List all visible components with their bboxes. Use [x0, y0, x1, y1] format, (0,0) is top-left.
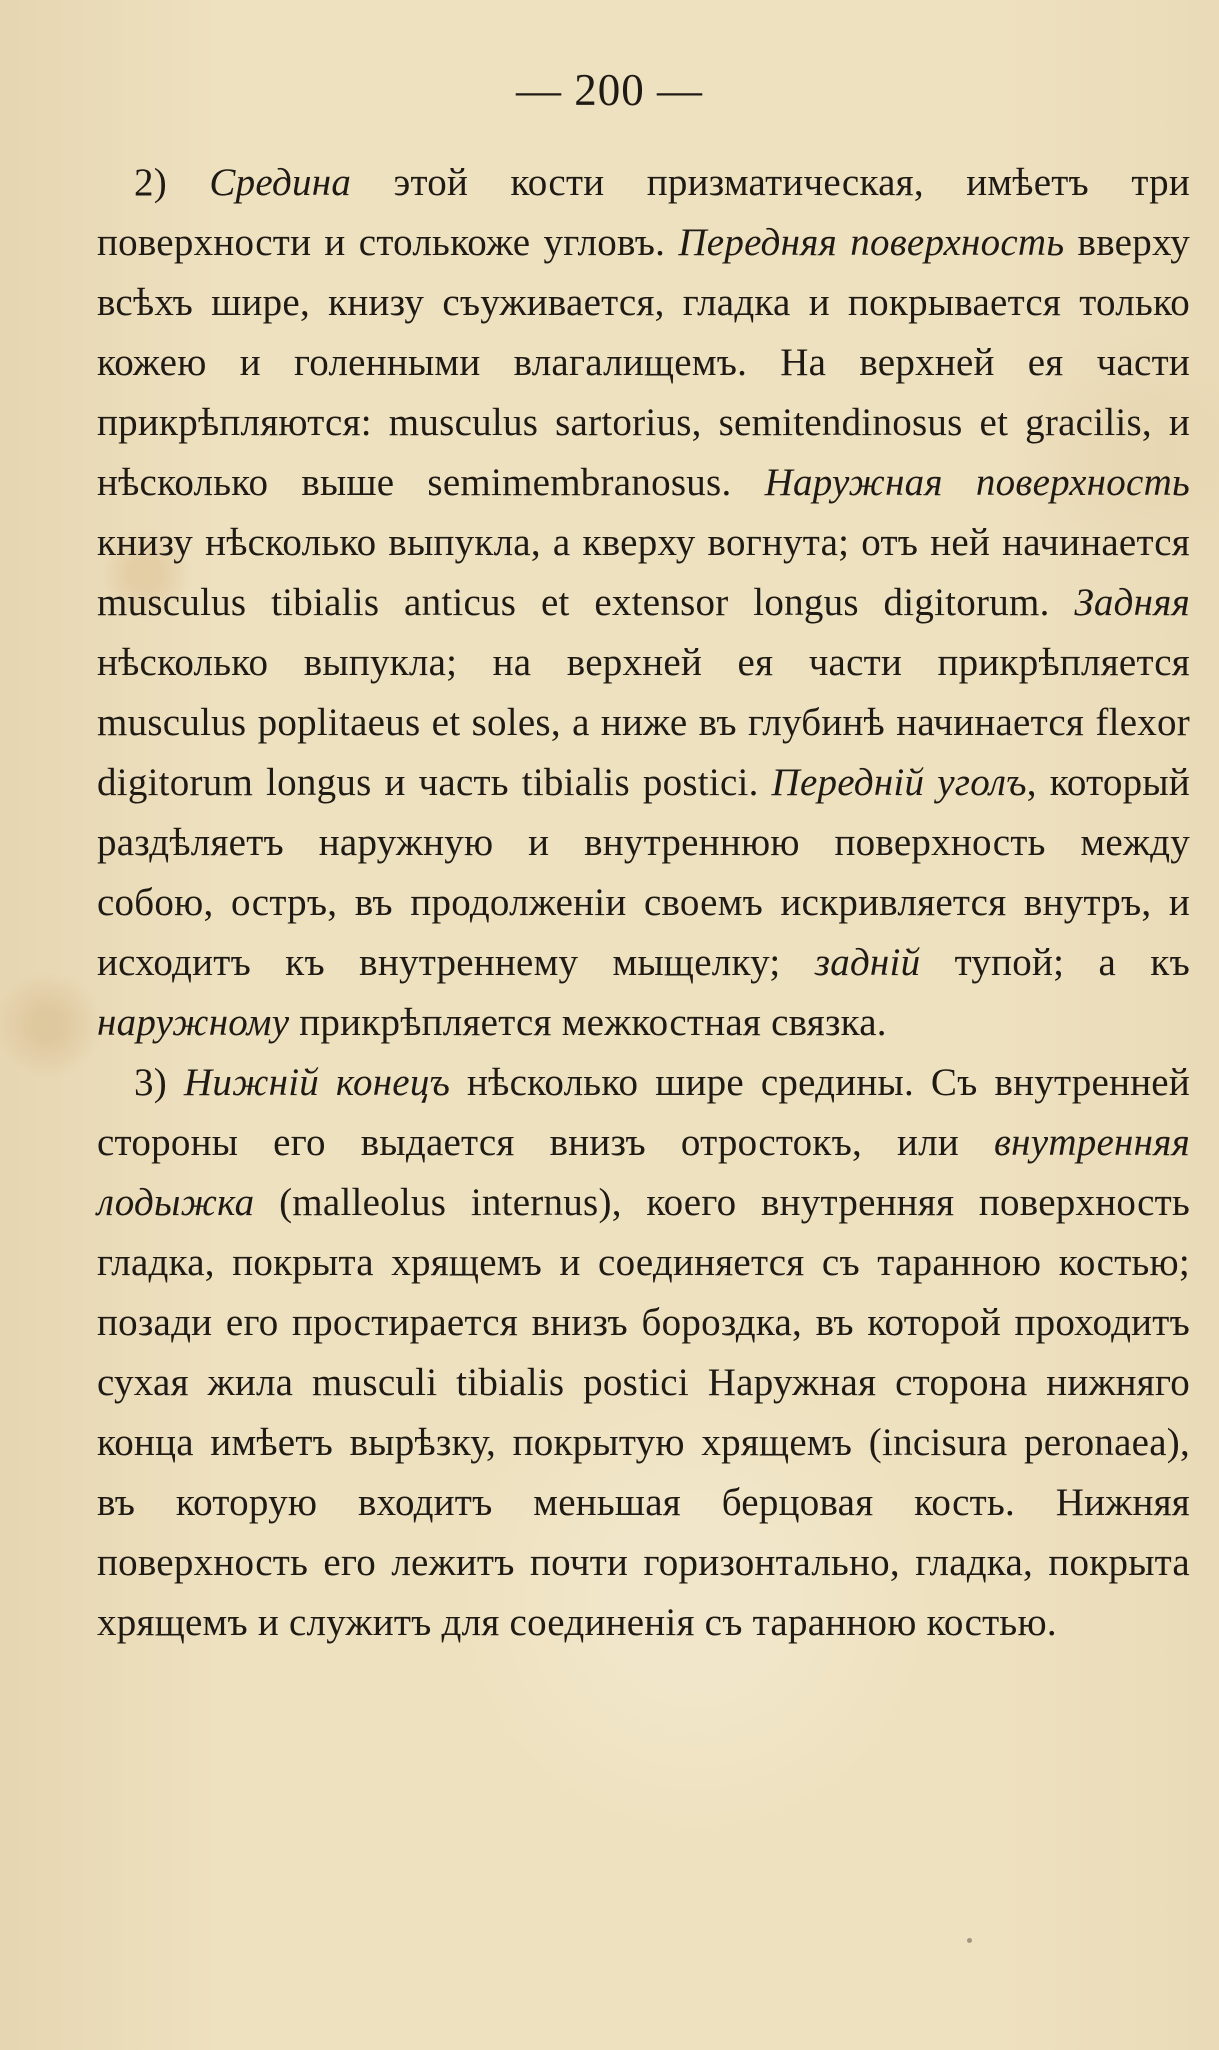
paragraph-3-part-4: внутренняя лодыжка [97, 1121, 1190, 1224]
paragraph-2-part-14: наружному [97, 1001, 290, 1044]
page-number: — 200 — [516, 65, 703, 115]
paragraph-2 [97, 153, 1190, 1053]
paragraph-2-part-10: Передній уголъ [771, 761, 1027, 804]
paragraph-3 [97, 1053, 1190, 1653]
paragraph-2-part-9: нѣсколько выпукла; на верхней ея части прикрѣпляется musculus poplitaeus et soles, а ниже въ глубинѣ начинается flexor digitorum longus и часть tibialis postici. [97, 641, 1190, 804]
paragraph-3-part-3: нѣсколько шире средины. Съ внутренней стороны его выдается внизъ отростокъ, или [97, 1061, 1190, 1164]
paragraph-2-part-11: , который раздѣляетъ наружную и внутреннюю поверхность между собою, остръ, въ продолженіи своемъ искривляется внутръ, и исходитъ къ внутреннему мыщелку; [97, 761, 1191, 984]
paragraph-3-part-5: (malleolus internus), коего внутренняя поверхность гладка, покрыта хрящемъ и соединяется съ таранною костью; позади его простирается внизъ бороздка, въ которой проходитъ сухая жила musculi tibialis postici Наружная сторона нижняго конца имѣетъ вырѣзку, покрытую хрящемъ (incisura peronaea), въ которую входитъ меньшая берцовая кость. Нижняя поверхность его лежитъ почти горизонтально, гладка, покрыта хрящемъ и служитъ для соединенія съ таранною костью. [97, 1181, 1190, 1644]
body-text [97, 153, 1190, 1653]
paragraph-2-part-1: 2) [134, 161, 210, 204]
paragraph-2-part-15: прикрѣпляется межкостная связка. [289, 1001, 887, 1044]
paragraph-2-part-7: книзу нѣсколько выпукла, а кверху вогнута; отъ ней начинается musculus tibialis anticus et extensor longus digitorum. [97, 521, 1190, 624]
paragraph-2-part-2: Средина [209, 161, 352, 204]
paragraph-2-part-3: этой кости призматическая, имѣетъ три поверхности и столькоже угловъ. [97, 161, 1190, 264]
paragraph-3-part-2: Нижній конецъ [183, 1061, 451, 1104]
paragraph-3-part-1: 3) [134, 1061, 184, 1104]
paragraph-2-part-13: тупой; а къ [920, 941, 1190, 984]
paragraph-2-part-8: Задняя [1074, 581, 1190, 624]
paragraph-2-part-6: Наружная поверхность [764, 461, 1190, 504]
paragraph-2-part-12: задній [814, 941, 921, 984]
paper-spot [967, 1938, 972, 1943]
paragraph-2-part-5: вверху всѣхъ шире, книзу съуживается, гладка и покрывается только кожею и голенными влагалищемъ. На верхней ея части прикрѣпляются: musculus sartorius, semitendinosus et gracilis, и нѣсколько выше semimembranosus. [97, 221, 1190, 504]
paragraph-2-part-4: Передняя поверхность [678, 221, 1065, 264]
